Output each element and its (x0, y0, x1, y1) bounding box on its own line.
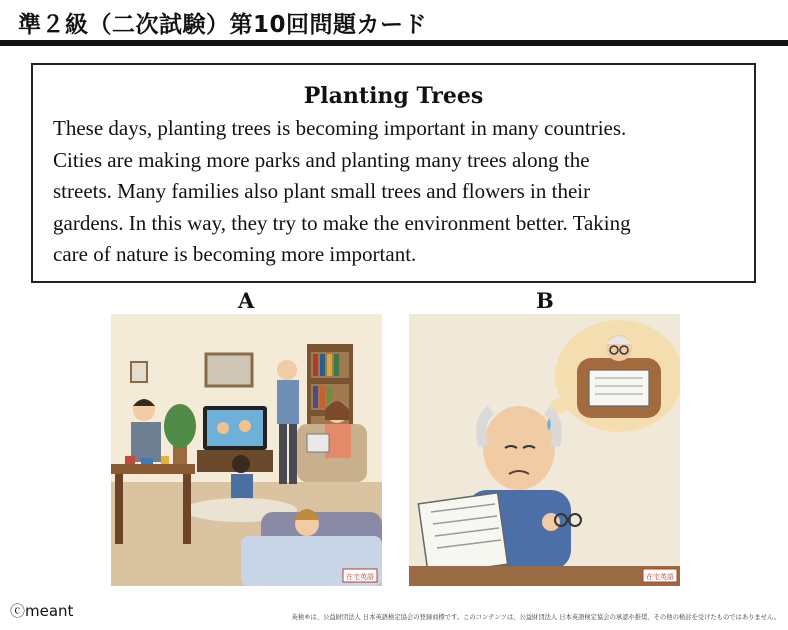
passage-line: gardens. In this way, they try to make the environment better. Taking (53, 210, 631, 235)
living-room-illustration (111, 314, 382, 586)
passage-line: streets. Many families also plant small trees and flowers in their (53, 179, 591, 203)
passage-line: Cities are making more parks and planting many trees along the (53, 147, 590, 172)
passage-line: These days, planting trees is becoming important in many countries. (53, 116, 627, 140)
passage-body (53, 113, 740, 271)
picture-b (409, 314, 680, 586)
header-divider (0, 40, 788, 46)
trademark-note: 英検®は、公益財団法人 日本英語検定協会の登録商標です。このコンテンツは、公益財団法人 日本英語検定協会の承認や推奨、その他の検討を受けたものではありません。 (291, 614, 780, 621)
copyright: ⓒmeant (10, 602, 74, 620)
picture-b-label: B (536, 288, 554, 313)
passage-box (31, 63, 756, 283)
passage-title: Planting Trees (303, 83, 484, 109)
passage-line: care of nature is becoming more important. (53, 242, 417, 266)
watermark-b: 在宅英語 (646, 573, 674, 581)
old-man-illustration (409, 314, 680, 586)
picture-a (111, 314, 382, 586)
watermark-a: 在宅英語 (346, 573, 374, 581)
picture-a-label: A (238, 288, 255, 313)
card-title: 準２級（二次試験）第10回問題カード (18, 12, 428, 38)
